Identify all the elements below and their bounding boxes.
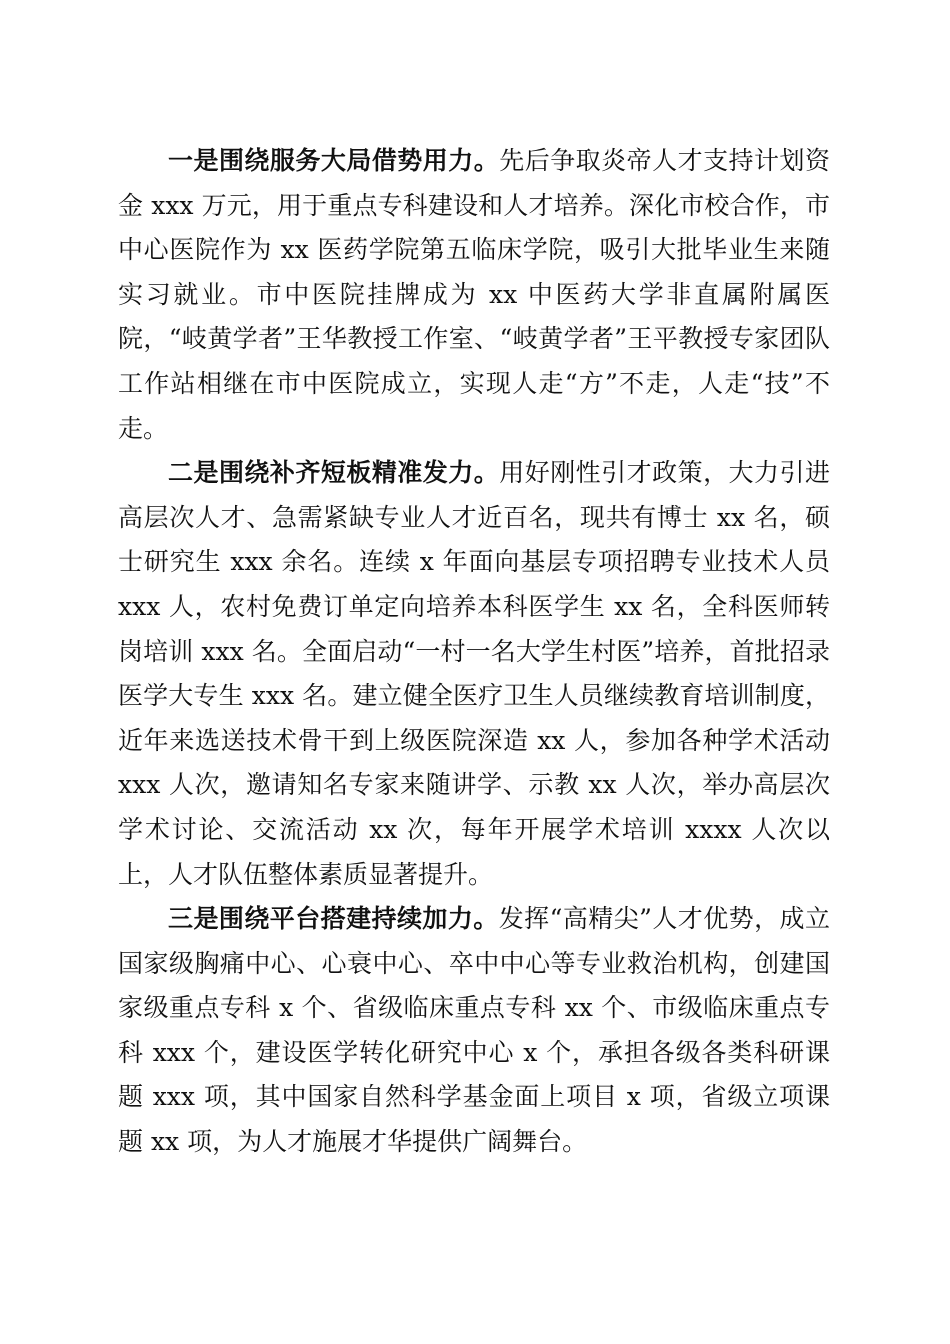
paragraph-lead: 二是围绕补齐短板精准发力。 — [168, 458, 500, 488]
paragraph-text: 用好刚性引才政策，大力引进高层次人才、急需紧缺专业人才近百名，现共有博士 xx 名，硕士研究生 xxx 余名。连续 x 年面向基层专项招聘专业技术人员 xxx 人，农村免费订单定向培养本科医学生 xx 名，全科医师转岗培训 xxx 名。全面启动“一村一名大学生村医”培养，首批招录医学大专生 xxx 名。建立健全医疗卫生人员继续教育培训制度，近年来选送技术骨干到上级医院深造 xx 人，参加各种学术活动 xxx 人次，邀请知名专家来随讲学、示教 xx 人次，举办高层次学术讨论、交流活动 xx 次，每年开展学术培训 xxxx 人次以上，人才队伍整体素质显著提升。 — [118, 458, 830, 889]
paragraph-text: 发挥“高精尖”人才优势，成立国家级胸痛中心、心衰中心、卒中中心等专业救治机构，创建国家级重点专科 x 个、省级临床重点专科 xx 个、市级临床重点专科 xxx 个，建设医学转化研究中心 x 个，承担各级各类科研课题 xxx 项，其中国家自然科学基金面上项目 x 项，省级立项课题 xx 项，为人才施展才华提供广阔舞台。 — [118, 904, 830, 1157]
document-body — [118, 139, 830, 1165]
paragraph-service-overall — [118, 139, 830, 451]
paragraph-lead: 三是围绕平台搭建持续加力。 — [168, 904, 499, 934]
paragraph-text: 先后争取炎帝人才支持计划资金 xxx 万元，用于重点专科建设和人才培养。深化市校合作，市中心医院作为 xx 医药学院第五临床学院，吸引大批毕业生来随实习就业。市中医院挂牌成为 xx 中医药大学非直属附属医院，“岐黄学者”王华教授工作室、“岐黄学者”王平教授专家团队工作站相继在市中医院成立，实现人走“方”不走，人走“技”不走。 — [118, 146, 830, 443]
paragraph-lead: 一是围绕服务大局借势用力。 — [168, 146, 500, 175]
paragraph-platform-building — [118, 897, 830, 1165]
paragraph-fill-gaps — [118, 451, 830, 897]
